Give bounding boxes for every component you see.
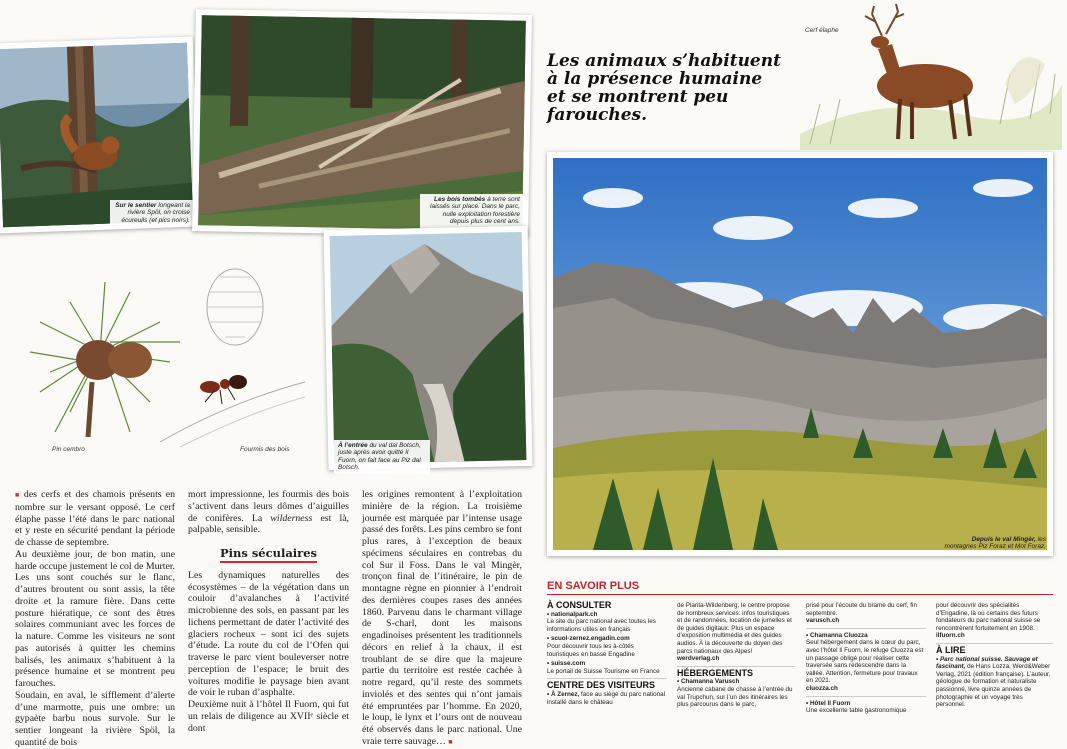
valley-caption [334,440,430,474]
caption-text: les montagnes Piz Foraz et Mot Foraz. [944,536,1046,551]
info-link[interactable]: ilfuorn.ch [936,632,965,640]
info-link[interactable]: cluozza.ch [806,684,838,692]
info-link: • Chamanna Cluozza [806,631,868,639]
caption-bold: Les bois tombés [434,196,486,203]
info-text: Le portail de Suisse Tourisme en France [547,667,660,675]
deer-sketch [800,4,1062,150]
pine-ant-sketch [10,262,310,452]
info-entry [677,602,795,663]
info-divider [806,696,926,697]
info-link: • Chamanna Varusch [677,678,740,686]
info-entry [547,691,667,706]
paragraph-text: des cerfs et des chamois présents en nombre sur le versant opposé. Le cerf élaphe passe l’été dans le parc national et y reste en sécurité pendant la période de chasse de septembre. [15,489,175,548]
deer-label: Cerf élaphe [805,27,839,34]
caption-bold: Sur le sentier [115,202,157,209]
info-text: prisé pour l’écoute du brame du cerf, fin septembre. [806,602,917,617]
info-entry [806,602,926,625]
info-text: de Hans Lozza, Werd&Weber Verlag, 2021 (édition française). L’auteur, géologue de formation et naturaliste passionné, livre quinze années de photographie et un voyage très personnel. [936,663,1051,709]
info-divider [677,666,795,667]
info-divider [547,678,667,679]
info-text: Seul hébergement dans le cœur du parc, avec l’hôtel Il Fuorn, le refuge Cluozza est un passage obligé pour réaliser cette traversée sans redescendre dans la vallée. Attention, fermeture pour travaux en 2021. [806,639,924,685]
info-link: • Hôtel Il Fuorn [806,699,851,707]
info-text: Ancienne cabane de chasse à l’entrée du val Trupchun, sur l’un des itinéraires les plus parcourus dans le parc, [677,685,793,709]
headline-line-1: Les animaux s’habituent [547,51,781,71]
info-text: Une excellente table gastronomique [806,707,907,715]
headline-line-3: et se montrent peu farouches. [547,87,729,125]
info-text: de Planta-Wildenberg, le centre propose de nombreux services: infos touristiques et de randonnées, location de jumelles et de guides digitaux. Plus un espace d’exposition multimédia et des guides audios. À la découverte du doyen des parcs nationaux des Alpes! [677,602,792,655]
mountains-photo [547,152,1053,556]
headline [547,52,807,124]
info-divider [806,628,926,629]
info-entry [806,700,926,715]
article-column-1 [15,489,175,749]
article-paragraph: Au deuxième jour, de bon matin, une harde occupe justement le col de Murter. Les uns sont couchés sur le flanc, d’autres broutent ou sont assis, la tête droite et la ramure fière. Dans cette posture hiératique, ce sont des êtres solaires communiant avec les forces de la nature. Comme les visiteurs ne sont pas autorisés à quitter les chemins balisés, les animaux s’habituent à la présence humaine et se montrent peu farouches. [15,548,175,689]
info-column-3 [806,602,926,717]
info-entry [936,656,1053,709]
caption-text: du val dal Botsch, juste après avoir quitté Il Fuorn, on fait face au Piz dal Botsch. [338,442,421,472]
article-paragraph: Deuxième nuit à l’hôtel Il Fuorn, qui fut un relais de diligence au XVIIᵉ siècle et dont [188,699,349,734]
info-divider [936,643,1053,644]
article-paragraph [15,489,175,549]
pine-label: Pin cembro [52,446,85,453]
info-text: Pour découvrir tous les à-côtés touristiques en basse Engadine [547,642,635,658]
mountains-caption [936,534,1050,553]
info-entry [547,611,667,634]
article-column-2 [188,489,349,734]
valley-photo [324,226,533,470]
info-link[interactable]: werdverlag.ch [677,655,720,663]
deadwood-caption [420,194,524,228]
caption-text: à terre sont laissés sur place. Dans le parc, nulle exploitation forestière depuis plus de cent ans. [430,196,520,226]
caption-bold: À l’entrée [338,442,368,449]
mountains-image [553,158,1047,550]
ants-label: Fourmis des bois [240,446,290,453]
squirrel-caption [110,200,194,226]
info-entry [806,632,926,693]
info-text: face au siège du parc national installé dans le château [547,690,666,706]
emphasis-word: wilderness [270,512,313,524]
subheading-text: Pins séculaires [220,546,317,563]
info-link[interactable]: • suisse.com [547,660,586,668]
paragraph-text: mort impressionne, les fourmis des bois s’activent dans leurs dômes d’aiguilles de conifères. La [188,489,349,524]
info-heading: À CONSULTER [547,600,612,610]
paragraph-text: est là, palpable, sensible. [188,512,349,536]
info-entry [677,678,795,708]
valley-image [330,232,527,464]
section-subheading [188,548,349,560]
info-text: pour découvrir des spécialités d’Engadine, là où certains des futurs fondateurs du parc national suisse se rencontrèrent fortuitement en 1908. [936,602,1041,632]
paragraph-text: les origines remontent à l’exploitation minière de la région. La troisième journée est marquée par l’intense usage passé des forêts. Les pins cembro se font plus rares, à l’exception de beaux spécimens séculaires en contrebas du col Sur il Foss. Dans le val Mingèr, tronçon final de l’itinéraire, le pin de montagne règne en pionnier à l’endroit des dernières coupes rases des années 1860. Parvenu dans le charmant village de S-charl, dont les maisons engadinoises présentent les traditionnels décors en relief à la chaux, il est troublant de se dire que la majeure partie du territoire est restée cachée à notre regard, qu’il reste des sommets inviolés et des sentes qui n’ont jamais été empruntées par l’homme. En 2020, le loup, le lynx et l’ours ont de nouveau été observés dans le parc national. Une vraie terre sauvage… [362,489,522,747]
article-paragraph [188,489,349,536]
article-paragraph [362,489,522,749]
article-paragraph: Les dynamiques naturelles des écosystèmes – de la végétation dans un couloir d’avalanches à l’activité microbienne des sols, en passant par les lichens permettant de dater l’activité des glaciers rocheux – sont ici des sujets d’étude. La route du col de l’Ofen qui traverse le parc vient bouleverser notre perception de l’espace; le bruit des voitures modifie le paysage bien avant de voir le ruban d’asphalte. [188,569,349,699]
end-marker-icon: ■ [448,737,453,746]
headline-line-2: à la présence humaine [547,69,763,89]
article-paragraph: Soudain, en aval, le sifflement d’alerte d’une marmotte, puis une ombre: un gypaète barbu nous survole. Sur le sentier longeant la rivière Spöl, la quantité de bois [15,689,175,748]
info-link[interactable]: • scuol-zernez.engadin.com [547,635,630,643]
info-column-1 [547,602,667,708]
info-entry [547,635,667,658]
info-entry [547,660,667,675]
caption-text: longeant la rivière Spöl, on croise écureuils (et pics noirs). [121,202,190,224]
info-column-2 [677,602,795,711]
info-heading: À LIRE [936,644,966,655]
info-box-title: EN SAVOIR PLUS [547,580,1053,595]
info-link[interactable]: varusch.ch [806,617,840,625]
info-column-4 [936,602,1053,711]
paragraph-marker-icon: ■ [15,491,21,499]
info-link: • À Zernez, [547,690,580,698]
info-heading: HÉBERGEMENTS [677,667,754,678]
info-text: Le site du parc national avec toutes les informations utiles en français [547,618,656,633]
info-entry [936,602,1053,640]
info-heading: CENTRE DES VISITEURS [547,680,656,691]
book-title: • Parc national suisse. Sauvage et fascinant, [936,655,1038,671]
article-column-3 [362,489,522,749]
caption-bold: Depuis le val Mingèr, [971,536,1036,543]
info-link[interactable]: • nationalpark.ch [547,610,598,618]
